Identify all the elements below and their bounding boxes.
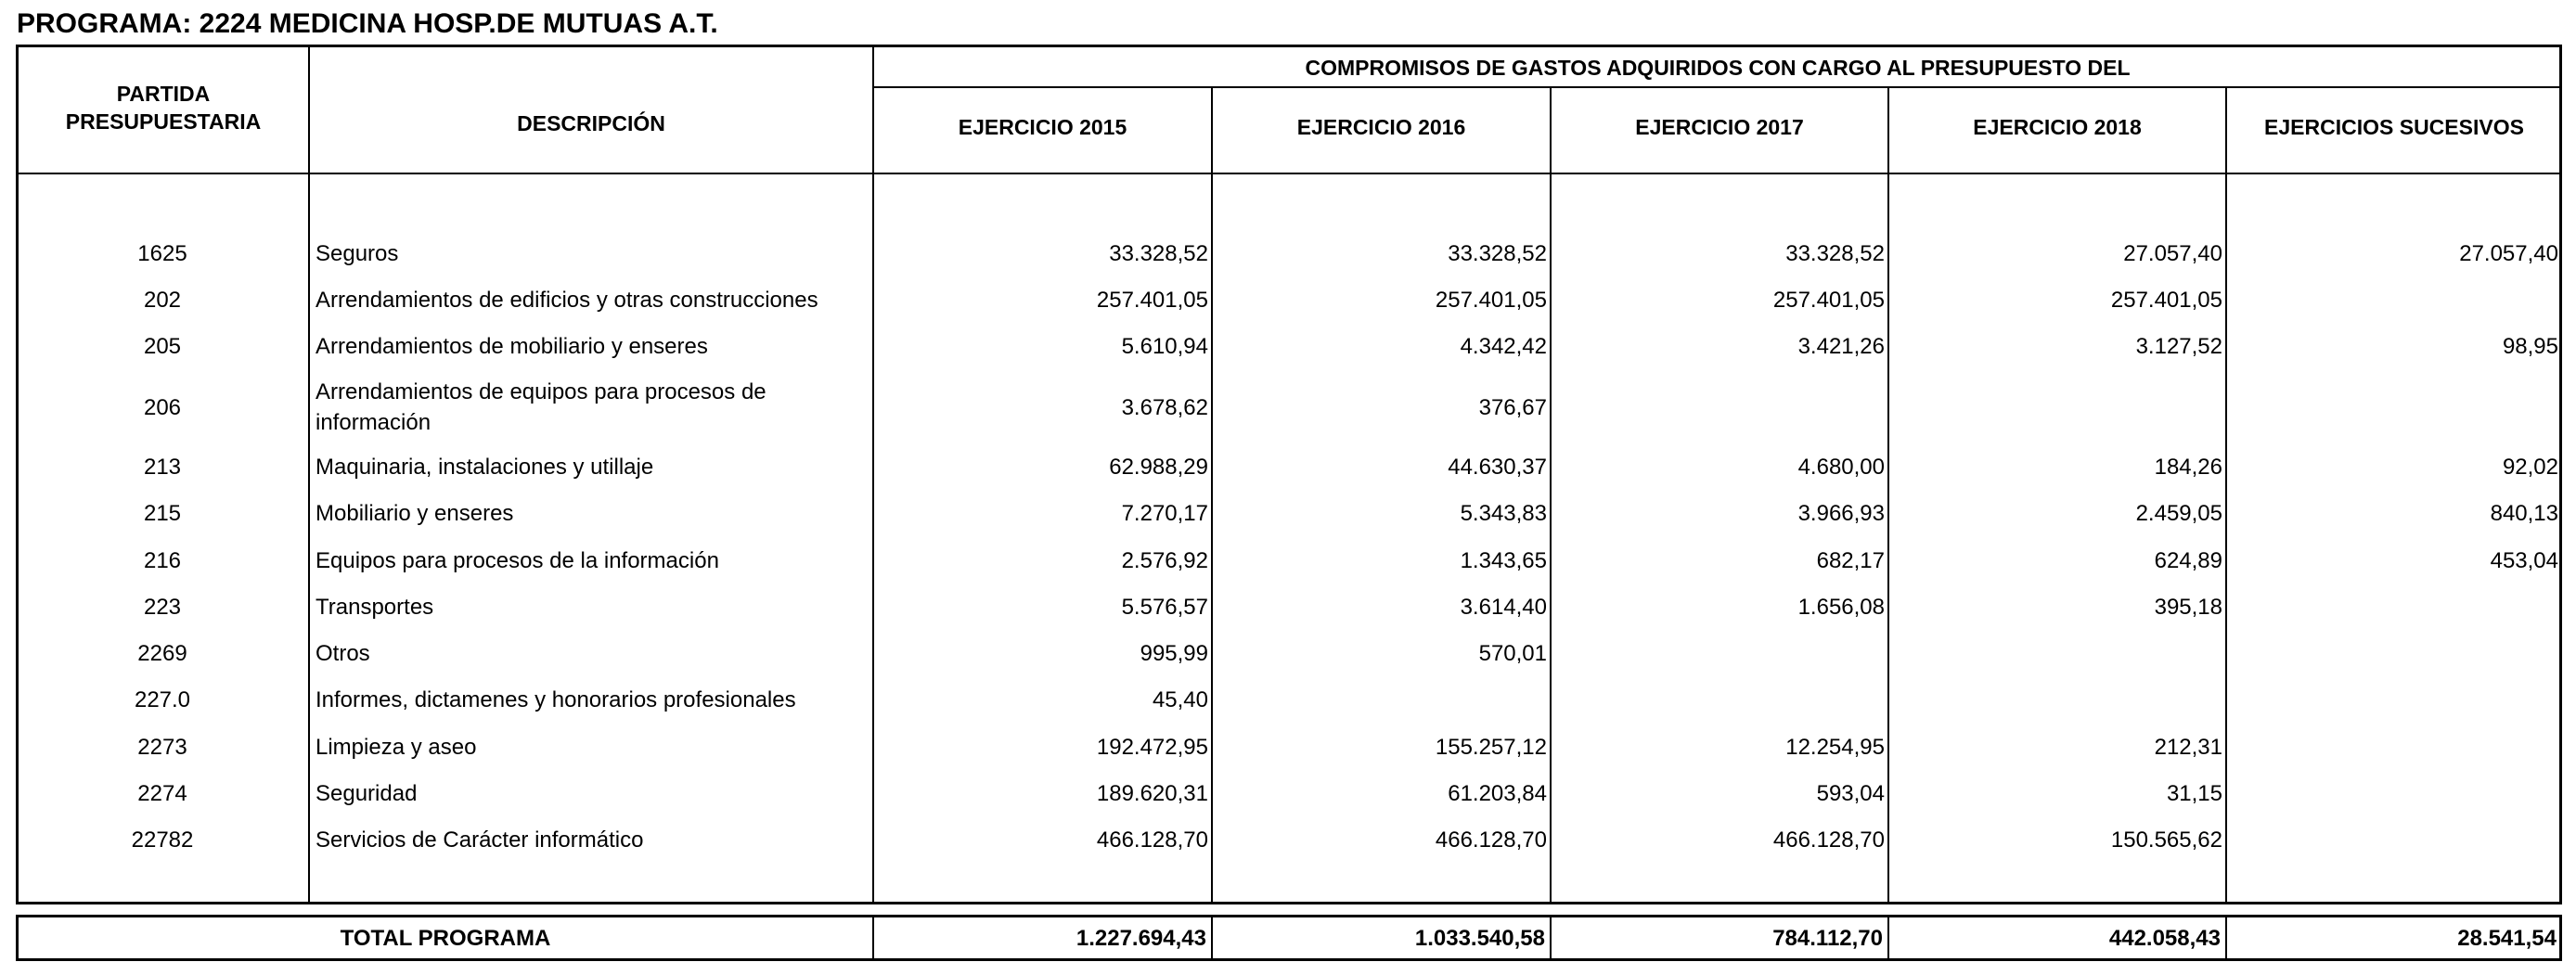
row-code: 22782 (131, 827, 194, 853)
row-value-2017: 12.254,95 (1785, 735, 1885, 760)
row-value-2017: 466.128,70 (1772, 827, 1885, 853)
row-value-sucesivos: 27.057,40 (2459, 241, 2558, 266)
header-ejercicios-sucesivos: EJERCICIOS SUCESIVOS (2264, 115, 2524, 139)
row-value-2015: 7.270,17 (1121, 501, 1208, 526)
row-value-2016: 33.328,52 (1448, 241, 1547, 266)
row-value-2018: 257.401,05 (2110, 288, 2222, 313)
row-code: 2273 (137, 735, 187, 760)
row-description: Otros (316, 641, 370, 666)
row-value-2015: 5.610,94 (1121, 334, 1208, 359)
total-2018: 442.058,43 (2108, 926, 2221, 951)
row-code: 223 (143, 595, 182, 620)
row-code: 205 (143, 334, 182, 359)
header-partida-line1: PARTIDA (116, 82, 211, 106)
row-value-2015: 466.128,70 (1096, 827, 1208, 853)
row-value-2016: 61.203,84 (1448, 781, 1547, 806)
row-value-sucesivos: 453,04 (2490, 548, 2558, 573)
row-value-2017: 33.328,52 (1785, 241, 1885, 266)
row-code: 1625 (137, 241, 187, 266)
row-value-sucesivos: 840,13 (2490, 501, 2558, 526)
row-value-2015: 3.678,62 (1121, 395, 1208, 420)
row-value-2017: 3.421,26 (1797, 334, 1885, 359)
row-value-2018: 2.459,05 (2135, 501, 2222, 526)
row-value-2015: 192.472,95 (1096, 735, 1208, 760)
row-value-2016: 3.614,40 (1460, 595, 1547, 620)
row-code: 2274 (137, 781, 187, 806)
row-value-2016: 44.630,37 (1448, 455, 1547, 480)
row-value-2015: 5.576,57 (1121, 595, 1208, 620)
row-value-2016: 1.343,65 (1460, 548, 1547, 573)
row-value-2017: 4.680,00 (1797, 455, 1885, 480)
row-value-2017: 593,04 (1816, 781, 1885, 806)
row-value-2015: 189.620,31 (1096, 781, 1208, 806)
row-value-2018: 31,15 (2166, 781, 2222, 806)
row-value-sucesivos: 92,02 (2502, 455, 2558, 480)
row-value-2016: 5.343,83 (1460, 501, 1547, 526)
row-description: Arrendamientos de edificios y otras construcciones (316, 288, 818, 313)
total-2016: 1.033.540,58 (1414, 926, 1545, 951)
header-partida (19, 80, 308, 135)
row-value-2015: 33.328,52 (1109, 241, 1208, 266)
row-value-2016: 466.128,70 (1435, 827, 1547, 853)
row-value-sucesivos: 98,95 (2502, 334, 2558, 359)
header-bottom-divider (16, 173, 2562, 174)
row-value-2016: 4.342,42 (1460, 334, 1547, 359)
row-description: Equipos para procesos de la información (316, 548, 719, 573)
row-value-2018: 212,31 (2154, 735, 2222, 760)
row-code: 215 (143, 501, 182, 526)
header-sub-divider (872, 86, 2561, 88)
row-value-2016: 570,01 (1478, 641, 1547, 666)
row-value-2018: 395,18 (2154, 595, 2222, 620)
row-description: Seguros (316, 241, 399, 266)
total-label: TOTAL PROGRAMA (340, 926, 551, 951)
row-value-2016: 257.401,05 (1435, 288, 1547, 313)
header-ejercicio-2018: EJERCICIO 2018 (1973, 115, 2142, 139)
row-code: 206 (143, 395, 182, 420)
row-value-2018: 3.127,52 (2135, 334, 2222, 359)
row-code: 216 (143, 548, 182, 573)
divider-2018 (2225, 87, 2227, 904)
row-code: 202 (143, 288, 182, 313)
row-value-2017: 682,17 (1816, 548, 1885, 573)
header-compromisos: COMPROMISOS DE GASTOS ADQUIRIDOS CON CARGO AL PRESUPUESTO DEL (1305, 56, 2131, 80)
page-title: PROGRAMA: 2224 MEDICINA HOSP.DE MUTUAS A.T. (17, 8, 718, 39)
row-value-2016: 155.257,12 (1435, 735, 1547, 760)
row-value-2015: 45,40 (1152, 687, 1208, 712)
row-description: Transportes (316, 595, 434, 620)
row-description: Maquinaria, instalaciones y utillaje (316, 455, 654, 480)
row-description: Informes, dictamenes y honorarios profesionales (316, 687, 796, 712)
row-description: Seguridad (316, 781, 418, 806)
row-value-2015: 62.988,29 (1109, 455, 1208, 480)
header-descripcion: DESCRIPCIÓN (517, 111, 665, 135)
row-value-2018: 184,26 (2154, 455, 2222, 480)
total-2015: 1.227.694,43 (1075, 926, 1206, 951)
row-value-2017: 3.966,93 (1797, 501, 1885, 526)
row-code: 227.0 (134, 687, 191, 712)
row-value-2018: 624,89 (2154, 548, 2222, 573)
total-2017: 784.112,70 (1772, 926, 1883, 951)
row-description: Mobiliario y enseres (316, 501, 514, 526)
header-ejercicio-2017: EJERCICIO 2017 (1635, 115, 1804, 139)
header-partida-line2: PRESUPUESTARIA (65, 109, 262, 134)
row-description: Arrendamientos de mobiliario y enseres (316, 334, 708, 359)
row-code: 213 (143, 455, 182, 480)
row-value-2016: 376,67 (1478, 395, 1547, 420)
row-value-2018: 150.565,62 (2110, 827, 2222, 853)
row-value-2015: 2.576,92 (1121, 548, 1208, 573)
header-ejercicio-2016: EJERCICIO 2016 (1296, 115, 1466, 139)
row-value-2015: 995,99 (1140, 641, 1208, 666)
row-description: Limpieza y aseo (316, 735, 477, 760)
total-sucesivos: 28.541,54 (2457, 926, 2557, 951)
row-value-2015: 257.401,05 (1096, 288, 1208, 313)
header-ejercicio-2015: EJERCICIO 2015 (958, 115, 1127, 139)
row-description: Servicios de Carácter informático (316, 827, 644, 853)
row-description: Arrendamientos de equipos para procesos de información (316, 379, 766, 435)
row-value-2017: 1.656,08 (1797, 595, 1885, 620)
row-value-2018: 27.057,40 (2123, 241, 2222, 266)
row-value-2017: 257.401,05 (1772, 288, 1885, 313)
row-code: 2269 (137, 641, 187, 666)
